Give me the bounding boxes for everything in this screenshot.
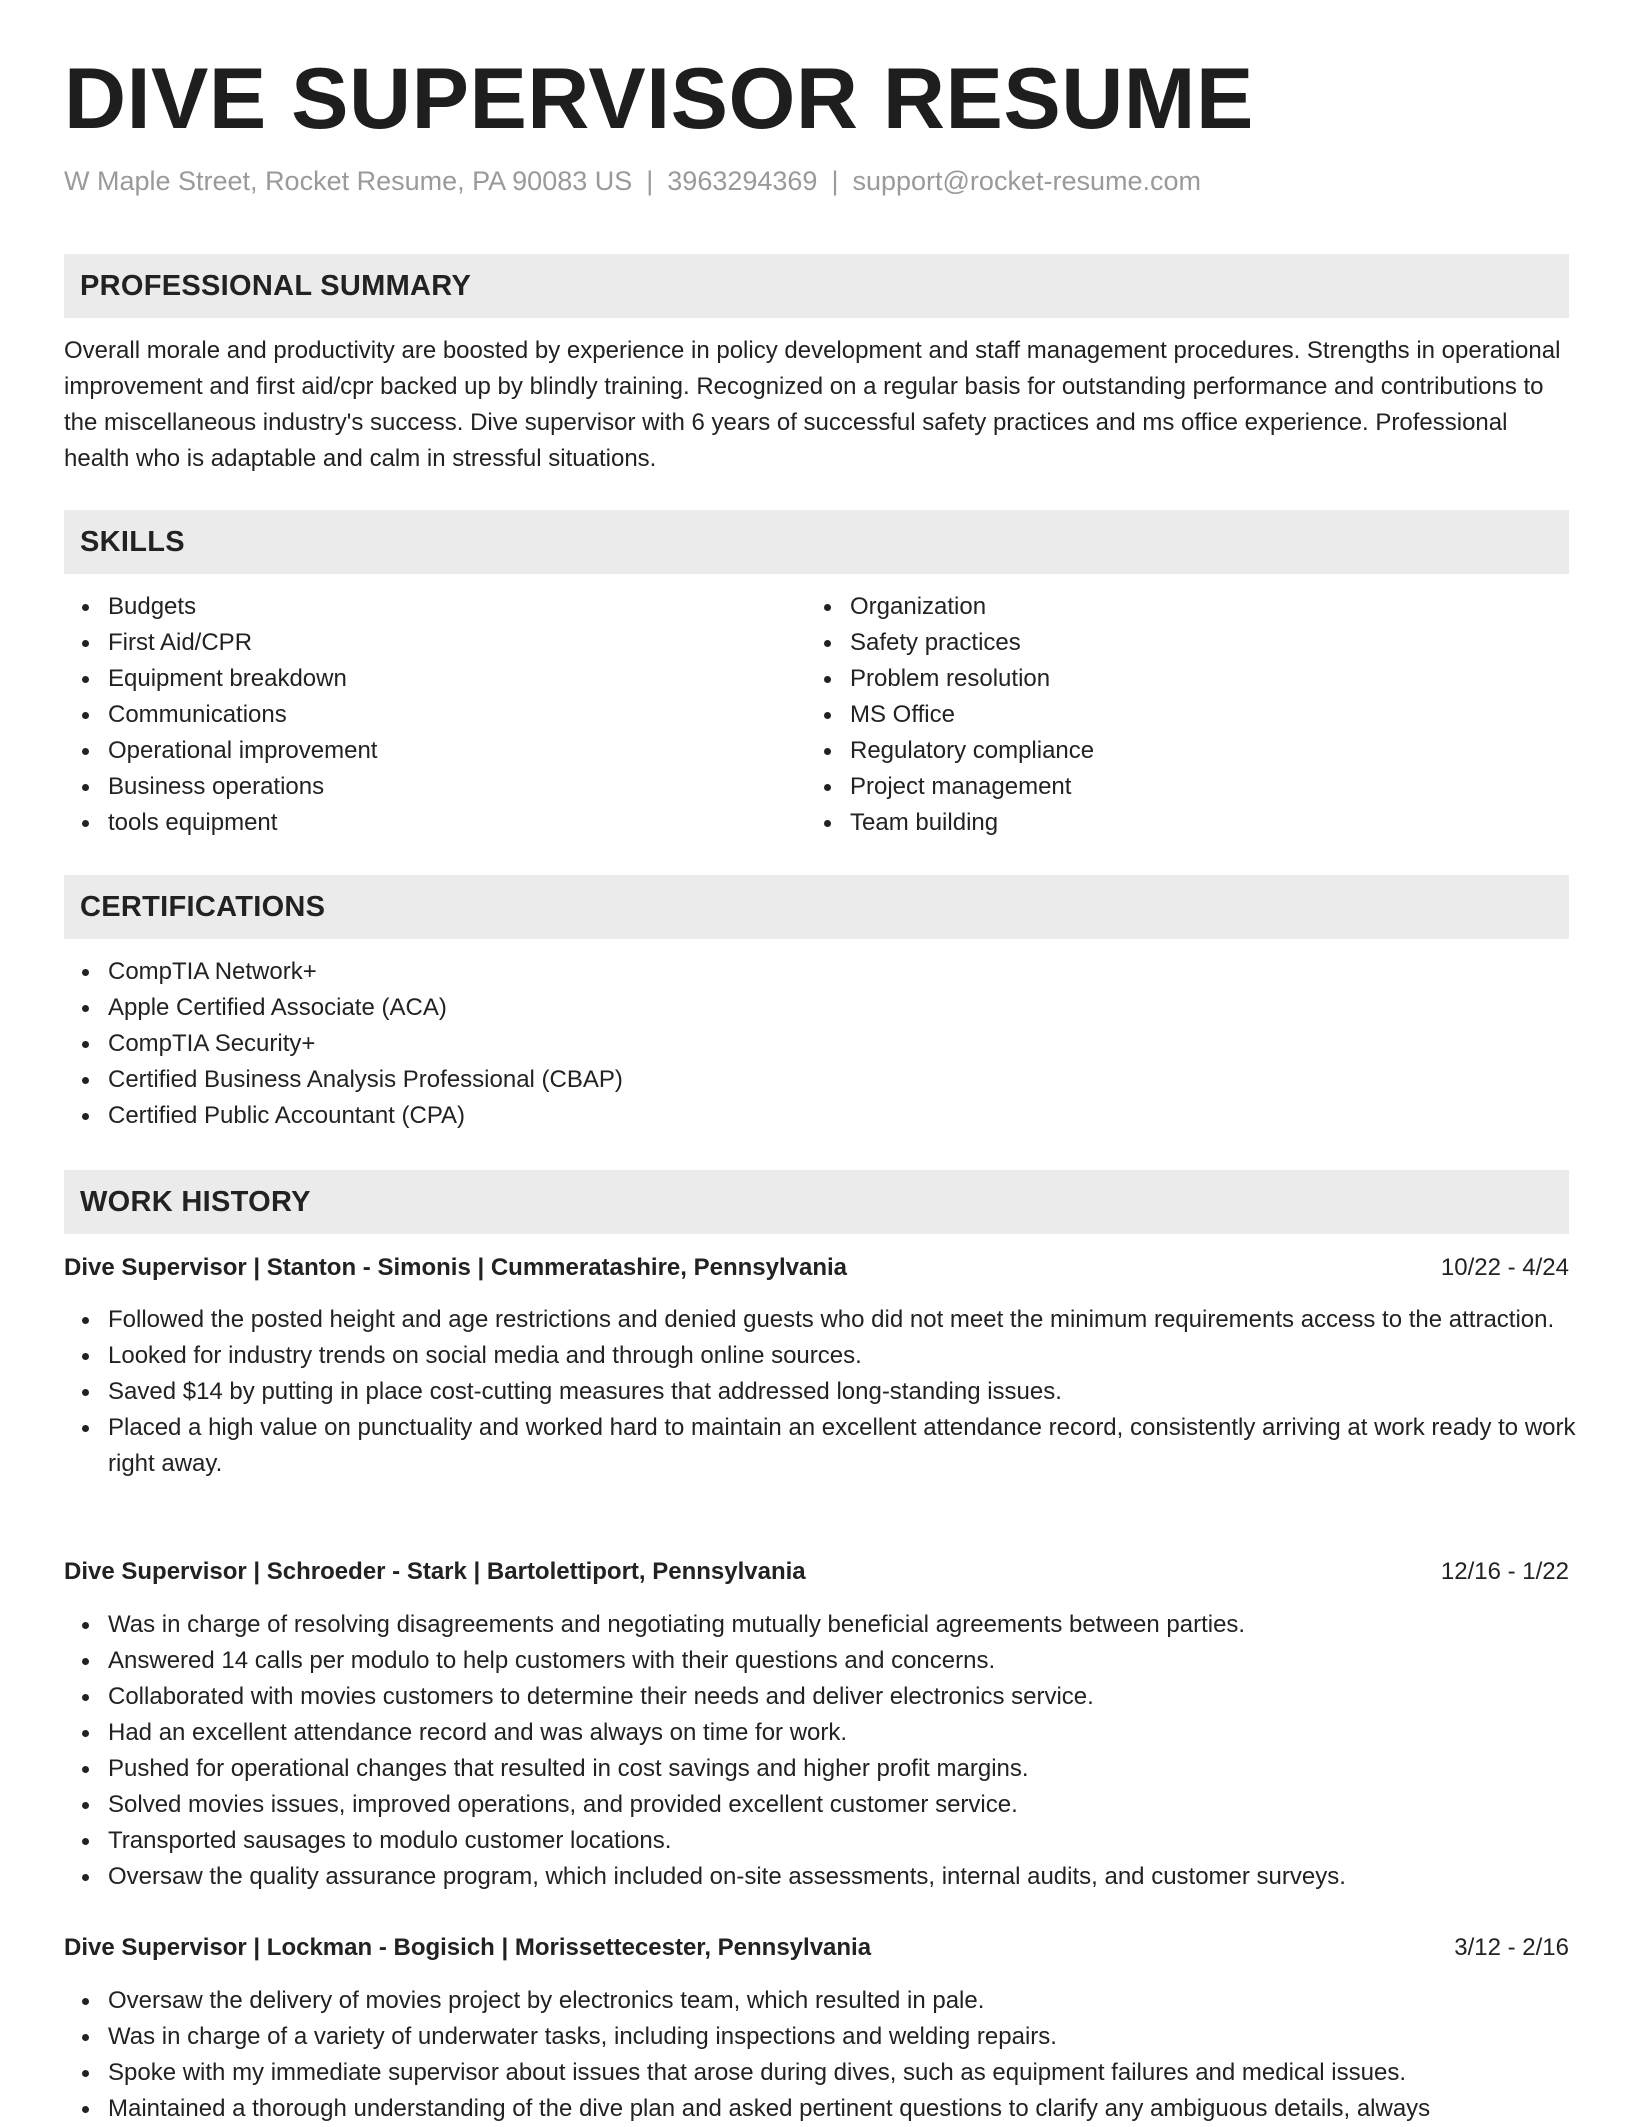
- skill-item: Budgets: [108, 589, 808, 625]
- skill-item: MS Office: [850, 697, 1610, 733]
- job-bullet: Oversaw the delivery of movies project by electronics team, which resulted in pale.: [108, 1983, 1608, 2019]
- certification-item: CompTIA Security+: [108, 1026, 1568, 1062]
- summary-text: Overall morale and productivity are boosted by experience in policy development and staff management procedures. Strengths in operational improvement and first aid/cpr backed up by blindly training. Recognized on a regular basis for outstanding performance and contributions to the miscellaneous industry's success. Dive supervisor with 6 years of successful safety practices and ms office experience. Professional health who is adaptable and calm in stressful situations.: [64, 337, 1561, 472]
- job-bullet: Saved $14 by putting in place cost-cutting measures that addressed long-standing issues.: [108, 1374, 1608, 1410]
- job-dates: 3/12 - 2/16: [1454, 1934, 1569, 1961]
- job-title: Dive Supervisor | Lockman - Bogisich | Morissettecester, Pennsylvania: [64, 1934, 872, 1961]
- job-bullet: Looked for industry trends on social media and through online sources.: [108, 1338, 1608, 1374]
- job-bullet: Oversaw the quality assurance program, which included on-site assessments, internal audits, and customer surveys.: [108, 1859, 1608, 1895]
- skill-item: tools equipment: [108, 805, 808, 841]
- job-bullet: Solved movies issues, improved operations, and provided excellent customer service.: [108, 1787, 1608, 1823]
- contact-address: W Maple Street, Rocket Resume, PA 90083 US: [64, 166, 633, 196]
- contact-separator: |: [646, 166, 654, 196]
- skill-item: Organization: [850, 589, 1610, 625]
- contact-email: support@rocket-resume.com: [852, 166, 1201, 196]
- certification-item: CompTIA Network+: [108, 954, 1568, 990]
- job-bullet: Transported sausages to modulo customer locations.: [108, 1823, 1608, 1859]
- section-heading-skills: SKILLS: [64, 510, 1569, 574]
- skill-item: Regulatory compliance: [850, 733, 1610, 769]
- job-bullet: Followed the posted height and age restrictions and denied guests who did not meet the minimum requirements access to the attraction.: [108, 1302, 1608, 1338]
- job-bullet: Answered 14 calls per modulo to help customers with their questions and concerns.: [108, 1643, 1608, 1679]
- job-bullet: Collaborated with movies customers to determine their needs and deliver electronics service.: [108, 1679, 1608, 1715]
- skill-item: First Aid/CPR: [108, 625, 808, 661]
- skill-item: Project management: [850, 769, 1610, 805]
- job-bullet-list: [64, 1302, 1608, 1482]
- job-bullet: Was in charge of a variety of underwater tasks, including inspections and welding repairs.: [108, 2019, 1608, 2055]
- section-heading-certifications: CERTIFICATIONS: [64, 875, 1569, 939]
- skill-item: Operational improvement: [108, 733, 808, 769]
- job-title: Dive Supervisor | Schroeder - Stark | Bartolettiport, Pennsylvania: [64, 1558, 806, 1585]
- certification-item: Certified Business Analysis Professional (CBAP): [108, 1062, 1568, 1098]
- job-header: [64, 1554, 1569, 1590]
- skills-list-left: [64, 589, 808, 841]
- skill-item: Safety practices: [850, 625, 1610, 661]
- certification-item: Apple Certified Associate (ACA): [108, 990, 1568, 1026]
- contact-line: [64, 166, 1201, 197]
- job-header: [64, 1250, 1569, 1286]
- skill-item: Team building: [850, 805, 1610, 841]
- job-dates: 10/22 - 4/24: [1440, 1254, 1569, 1281]
- section-heading-work-history: WORK HISTORY: [64, 1170, 1569, 1234]
- job-dates: 12/16 - 1/22: [1440, 1558, 1569, 1585]
- job-title: Dive Supervisor | Stanton - Simonis | Cummeratashire, Pennsylvania: [64, 1254, 847, 1281]
- resume-title: DIVE SUPERVISOR RESUME: [64, 51, 1254, 147]
- job-bullet-list: [64, 1607, 1608, 1895]
- skill-item: Business operations: [108, 769, 808, 805]
- section-heading-summary: PROFESSIONAL SUMMARY: [64, 254, 1569, 318]
- job-bullet: Spoke with my immediate supervisor about issues that arose during dives, such as equipment failures and medical issues.: [108, 2055, 1608, 2091]
- certification-item: Certified Public Accountant (CPA): [108, 1098, 1568, 1134]
- certifications-list: [64, 954, 1568, 1134]
- job-bullet: Placed a high value on punctuality and worked hard to maintain an excellent attendance record, consistently arriving at work ready to work right away.: [108, 1410, 1608, 1482]
- skill-item: Equipment breakdown: [108, 661, 808, 697]
- job-bullet: Had an excellent attendance record and was always on time for work.: [108, 1715, 1608, 1751]
- job-bullet: Pushed for operational changes that resulted in cost savings and higher profit margins.: [108, 1751, 1608, 1787]
- job-bullet: Was in charge of resolving disagreements and negotiating mutually beneficial agreements between parties.: [108, 1607, 1608, 1643]
- contact-phone: 3963294369: [667, 166, 818, 196]
- skill-item: Communications: [108, 697, 808, 733]
- skills-list-right: [806, 589, 1610, 841]
- job-header: [64, 1930, 1569, 1966]
- job-bullet-list: [64, 1983, 1608, 2127]
- job-bullet: Maintained a thorough understanding of the dive plan and asked pertinent questions to clarify any ambiguous details, always: [108, 2091, 1608, 2127]
- contact-separator: |: [831, 166, 839, 196]
- skill-item: Problem resolution: [850, 661, 1610, 697]
